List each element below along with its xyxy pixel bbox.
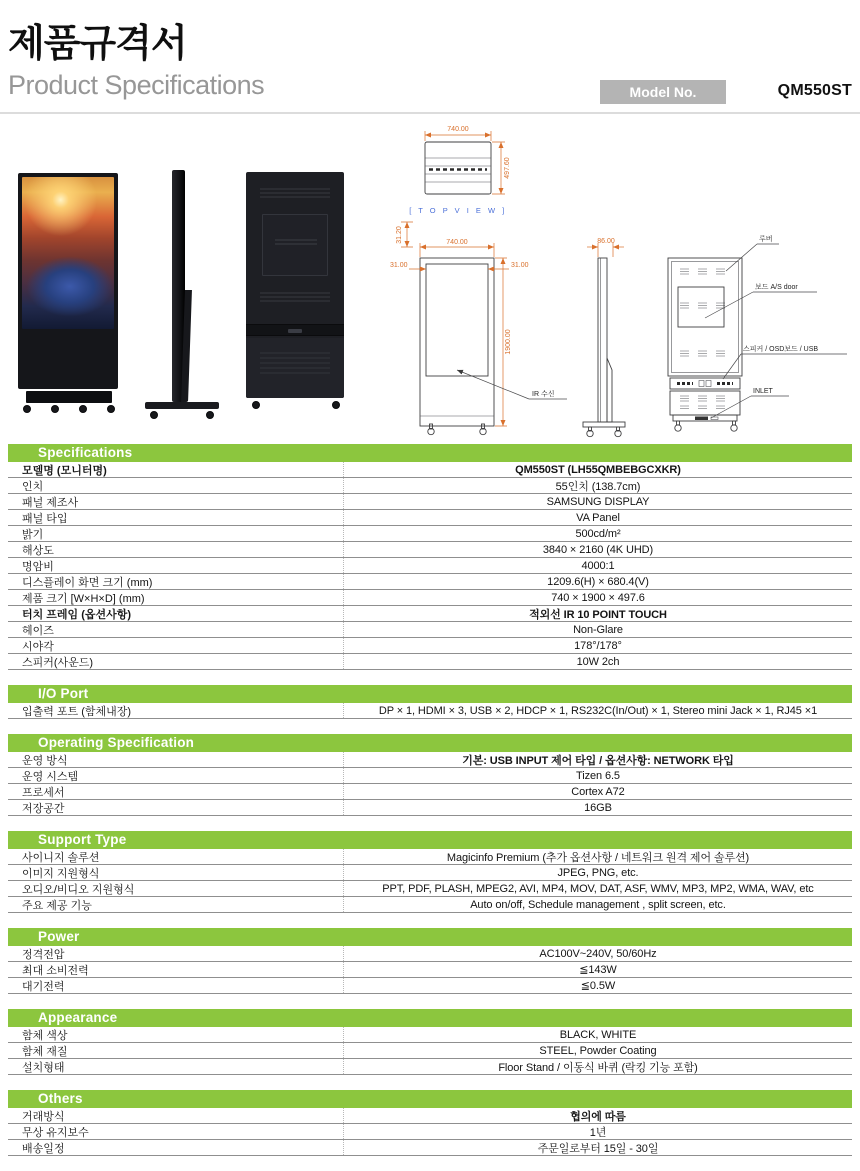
spec-row-label: 밝기 xyxy=(22,528,44,541)
vent-grille xyxy=(260,188,330,198)
spec-row-label: 시야각 xyxy=(22,640,54,653)
spec-row-value: SAMSUNG DISPLAY xyxy=(343,494,852,509)
spec-row xyxy=(8,654,852,670)
spec-row-value: STEEL, Powder Coating xyxy=(343,1043,852,1058)
ir-receiver-label: IR 수신 xyxy=(532,391,555,398)
spec-row-value: QM550ST (LH55QMBEBGCXKR) xyxy=(343,462,852,477)
spec-row xyxy=(8,703,852,719)
section-appearance xyxy=(8,1009,852,1075)
spec-row-label: 패널 타입 xyxy=(22,512,68,525)
spec-row-value: Tizen 6.5 xyxy=(343,768,852,783)
header-divider xyxy=(0,112,860,114)
spec-row xyxy=(8,1140,852,1156)
back-view-photo xyxy=(246,172,346,409)
spec-sections xyxy=(8,444,852,1171)
spec-row-value: 3840 × 2160 (4K UHD) xyxy=(343,542,852,557)
spec-row-value: AC100V~240V, 50/60Hz xyxy=(343,946,852,961)
spec-row xyxy=(8,574,852,590)
spec-row xyxy=(8,494,852,510)
spec-row xyxy=(8,978,852,994)
vent-grille xyxy=(260,292,330,302)
top-view-drawing xyxy=(409,126,511,215)
spec-row-value: 기본: USB INPUT 제어 타입 / 옵션사항: NETWORK 타입 xyxy=(343,752,852,767)
spec-row-label: 제품 크기 [W×H×D] (mm) xyxy=(22,592,145,605)
spec-row-label: 헤이즈 xyxy=(22,624,54,637)
front-top-offset-dim: 31.20 xyxy=(396,226,403,244)
back-body xyxy=(246,172,344,398)
spec-row-label: 터치 프레임 (옵션사항) xyxy=(22,608,132,621)
spec-row-label: 함체 재질 xyxy=(22,1045,68,1058)
model-no-badge: Model No. xyxy=(600,80,726,104)
spec-row-value: Magicinfo Premium (추가 옵션사항 / 네트워크 원격 제어 솔루션) xyxy=(343,849,852,864)
spec-row xyxy=(8,752,852,768)
top-view-depth-dim: 497.60 xyxy=(504,157,511,179)
spec-row xyxy=(8,946,852,962)
spec-row xyxy=(8,1027,852,1043)
lower-compartment xyxy=(246,338,344,398)
spec-row xyxy=(8,865,852,881)
spec-row xyxy=(8,462,852,478)
front-width-dim: 740.00 xyxy=(446,239,468,246)
callout-board-door: 보드 A/S door xyxy=(755,284,798,291)
side-base xyxy=(145,402,219,409)
spec-row xyxy=(8,768,852,784)
front-view-drawing xyxy=(390,222,567,435)
spec-row xyxy=(8,1059,852,1075)
top-view-caption: [ T O P V I E W ] xyxy=(409,206,507,215)
callout-inlet: INLET xyxy=(753,388,773,395)
spec-row xyxy=(8,478,852,494)
spec-row-label: 운영 시스템 xyxy=(22,770,79,783)
spec-row-value: Auto on/off, Schedule management , split screen, etc. xyxy=(343,897,852,912)
spec-row xyxy=(8,542,852,558)
screen-image xyxy=(22,177,114,329)
spec-row-label: 스피커(사운드) xyxy=(22,656,94,669)
section-title: Others xyxy=(8,1090,852,1108)
spec-row-value: DP × 1, HDMI × 3, USB × 2, HDCP × 1, RS232C(In/Out) × 1, Stereo mini Jack × 1, RJ45 ×1 xyxy=(343,703,852,718)
spec-row xyxy=(8,881,852,897)
spec-row-value: 적외선 IR 10 POINT TOUCH xyxy=(343,606,852,621)
spec-row xyxy=(8,590,852,606)
callout-speaker-osd-usb: 스피커 / OSD보드 / USB xyxy=(743,346,819,353)
section-others xyxy=(8,1090,852,1156)
top-view-width-dim: 740.00 xyxy=(447,126,469,133)
spec-row xyxy=(8,526,852,542)
section-title: Specifications xyxy=(8,444,852,462)
section-operating-specification xyxy=(8,734,852,816)
spec-row-value: 55인치 (138.7cm) xyxy=(343,478,852,493)
spec-row-label: 프로세서 xyxy=(22,786,65,799)
spec-row-value: Floor Stand / 이동식 바퀴 (락킹 기능 포함) xyxy=(343,1059,852,1074)
spec-row-label: 배송일정 xyxy=(22,1142,65,1155)
callout-louver: 루버 xyxy=(759,236,773,243)
spec-row xyxy=(8,510,852,526)
spec-row-label: 이미지 지원형식 xyxy=(22,867,100,880)
technical-drawings xyxy=(385,118,860,443)
spec-row xyxy=(8,606,852,622)
spec-row-value: JPEG, PNG, etc. xyxy=(343,865,852,880)
spec-row-value: 4000:1 xyxy=(343,558,852,573)
spec-row-value: 740 × 1900 × 497.6 xyxy=(343,590,852,605)
back-view-drawing xyxy=(668,234,847,431)
spec-row-value: Non-Glare xyxy=(343,622,852,637)
spec-row-label: 정격전압 xyxy=(22,948,65,961)
section-i-o-port xyxy=(8,685,852,719)
spec-row-label: 거래방식 xyxy=(22,1110,65,1123)
side-view-drawing xyxy=(583,238,625,437)
spec-row xyxy=(8,784,852,800)
spec-row xyxy=(8,558,852,574)
spec-row-label: 해상도 xyxy=(22,544,54,557)
side-view-photo xyxy=(142,170,222,425)
spec-row-value: Cortex A72 xyxy=(343,784,852,799)
spec-row xyxy=(8,849,852,865)
speaker-strip xyxy=(246,324,344,336)
kiosk-base xyxy=(26,391,112,403)
spec-row-value: 1년 xyxy=(343,1124,852,1139)
section-title: Support Type xyxy=(8,831,852,849)
page-title-korean: 제품규격서 xyxy=(8,23,187,65)
spec-row-label: 모델명 (모니터명) xyxy=(22,464,107,477)
spec-row-value: BLACK, WHITE xyxy=(343,1027,852,1042)
spec-row-label: 사이니지 솔루션 xyxy=(22,851,100,864)
spec-row xyxy=(8,622,852,638)
page-title-english: Product Specifications xyxy=(8,70,265,100)
spec-row-label: 설치형태 xyxy=(22,1061,65,1074)
front-left-offset-dim: 31.00 xyxy=(390,262,408,269)
spec-row xyxy=(8,962,852,978)
spec-row-value: 1209.6(H) × 680.4(V) xyxy=(343,574,852,589)
spec-row-label: 함체 색상 xyxy=(22,1029,68,1042)
spec-row-label: 입출력 포트 (함체내장) xyxy=(22,705,132,718)
spec-row-label: 인치 xyxy=(22,480,44,493)
spec-row-label: 오디오/비디오 지원형식 xyxy=(22,883,135,896)
spec-row-label: 운영 방식 xyxy=(22,754,68,767)
spec-row-value: 16GB xyxy=(343,800,852,815)
spec-row xyxy=(8,800,852,816)
kiosk-frame xyxy=(18,173,118,389)
spec-row-value: 협의에 따름 xyxy=(343,1108,852,1123)
spec-row-value: ≦0.5W xyxy=(343,978,852,993)
spec-row-label: 무상 유지보수 xyxy=(22,1126,89,1139)
spec-row-value: 주문일로부터 15일 - 30일 xyxy=(343,1140,852,1155)
spec-row-label: 대기전력 xyxy=(22,980,65,993)
section-title: Appearance xyxy=(8,1009,852,1027)
front-right-offset-dim: 31.00 xyxy=(511,262,529,269)
spec-row-value: 178°/178° xyxy=(343,638,852,653)
spec-row-label: 저장공간 xyxy=(22,802,65,815)
spec-row-value: VA Panel xyxy=(343,510,852,525)
spec-row xyxy=(8,1043,852,1059)
spec-row xyxy=(8,1124,852,1140)
product-gallery xyxy=(0,118,390,443)
section-specifications xyxy=(8,444,852,670)
section-power xyxy=(8,928,852,994)
model-number: QM550ST xyxy=(777,82,852,99)
casters xyxy=(252,401,340,409)
casters xyxy=(23,405,115,413)
section-title: Power xyxy=(8,928,852,946)
spec-row-value: PPT, PDF, PLASH, MPEG2, AVI, MP4, MOV, DAT, ASF, WMV, MP3, MP2, WMA, WAV, etc xyxy=(343,881,852,896)
spec-row-label: 명암비 xyxy=(22,560,54,573)
casters xyxy=(150,411,214,419)
spec-row xyxy=(8,1108,852,1124)
front-height-dim: 1900.00 xyxy=(505,329,512,355)
section-support-type xyxy=(8,831,852,913)
spec-row xyxy=(8,897,852,913)
spec-row xyxy=(8,638,852,654)
spec-row-value: 10W 2ch xyxy=(343,654,852,669)
spec-row-label: 디스플레이 화면 크기 (mm) xyxy=(22,576,153,589)
spec-row-label: 최대 소비전력 xyxy=(22,964,89,977)
front-view-photo xyxy=(18,173,120,413)
spec-row-label: 주요 제공 기능 xyxy=(22,899,92,912)
section-title: Operating Specification xyxy=(8,734,852,752)
spec-row-value: ≦143W xyxy=(343,962,852,977)
section-title: I/O Port xyxy=(8,685,852,703)
service-door xyxy=(262,214,328,276)
spec-row-label: 패널 제조사 xyxy=(22,496,79,509)
side-depth-dim: 86.00 xyxy=(597,238,615,245)
spec-row-value: 500cd/m² xyxy=(343,526,852,541)
